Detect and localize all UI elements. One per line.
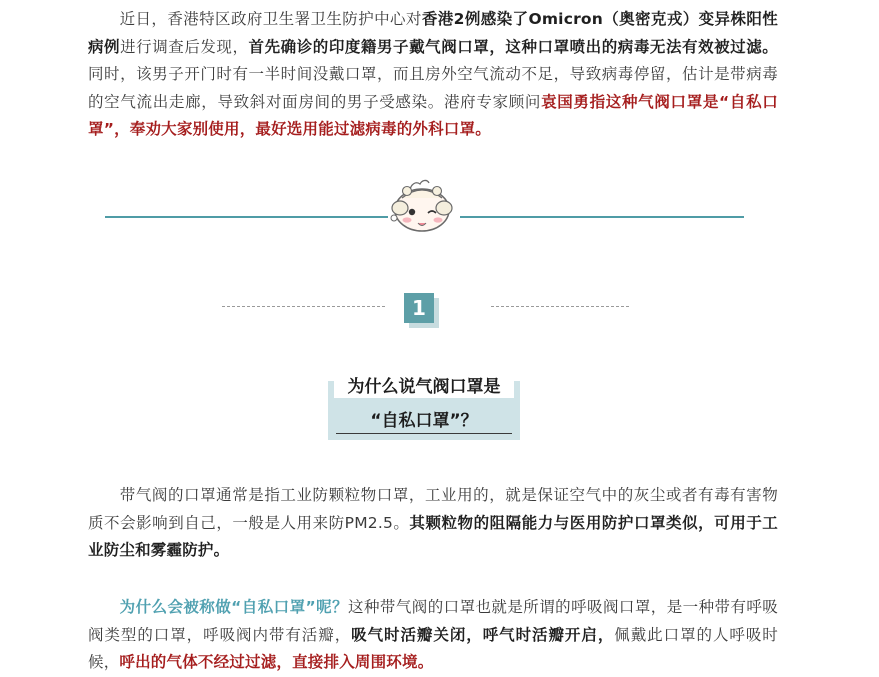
para3-bold-valve: 吸气时活瓣关闭，呼气时活瓣开启， — [351, 625, 615, 644]
intro-bold-cases: 香港2例感染了Omicron（奥密克戎）变异株阳性病例 — [88, 10, 778, 56]
intro-text-3: 同时，该男子开门时有一半时间没戴口罩，而且房外空气流动不足，导致病毒停留，估计是带病毒的空气流出走廊，导致斜对面房间的男子受感染。港府专家顾问 — [88, 65, 778, 111]
intro-bold-finding: 首先确诊的印度籍男子戴气阀口罩，这种口罩喷出的病毒无法有效被过滤。 — [248, 37, 778, 56]
selfish-mask-paragraph — [88, 594, 778, 677]
para3-question: 为什么会被称做“自私口罩”呢？ — [119, 598, 349, 616]
section-title-line-2: “自私口罩”？ — [370, 411, 478, 431]
para2-text: 带气阀的口罩通常是指工业防颗粒物口罩，工业用的，就是保证空气中的灰尘或者有毒有害物质不会影响到自己，一般是人用来防PM2.5。 — [88, 486, 778, 532]
intro-text-2: 进行调查后发现， — [120, 37, 249, 56]
intro-text-1: 近日，香港特区政府卫生署卫生防护中心对 — [119, 10, 422, 28]
para3-text-2: 佩戴此口罩的人呼吸时候， — [88, 625, 778, 671]
para3-red-exhaust: 呼出的气体不经过过滤，直接排入周围环境。 — [119, 653, 434, 671]
para3-text-1: 这种带气阀的口罩也就是所谓的呼吸阀口罩，是一种带有呼吸阀类型的口罩，呼吸阀内带有活瓣， — [88, 598, 779, 644]
cartoon-mascot-icon — [380, 176, 464, 242]
section-title-line-1: 为什么说气阀口罩是 — [334, 376, 514, 398]
divider-line-left — [105, 216, 388, 218]
intro-red-advice: 袁国勇指这种气阀口罩是“自私口罩”，奉劝大家别使用，最好选用能过滤病毒的外科口罩。 — [88, 92, 778, 138]
para2-bold: 其颗粒物的阻隔能力与医用防护口罩类似，可用于工业防尘和雾霾防护。 — [88, 513, 778, 559]
section-title-underline — [336, 433, 512, 434]
dashed-rule-left — [222, 306, 385, 307]
intro-paragraph — [88, 6, 778, 144]
divider-line-right — [460, 216, 744, 218]
section-number-badge: 1 — [404, 293, 434, 323]
dashed-rule-right — [491, 306, 629, 307]
mask-definition-paragraph — [88, 482, 778, 565]
